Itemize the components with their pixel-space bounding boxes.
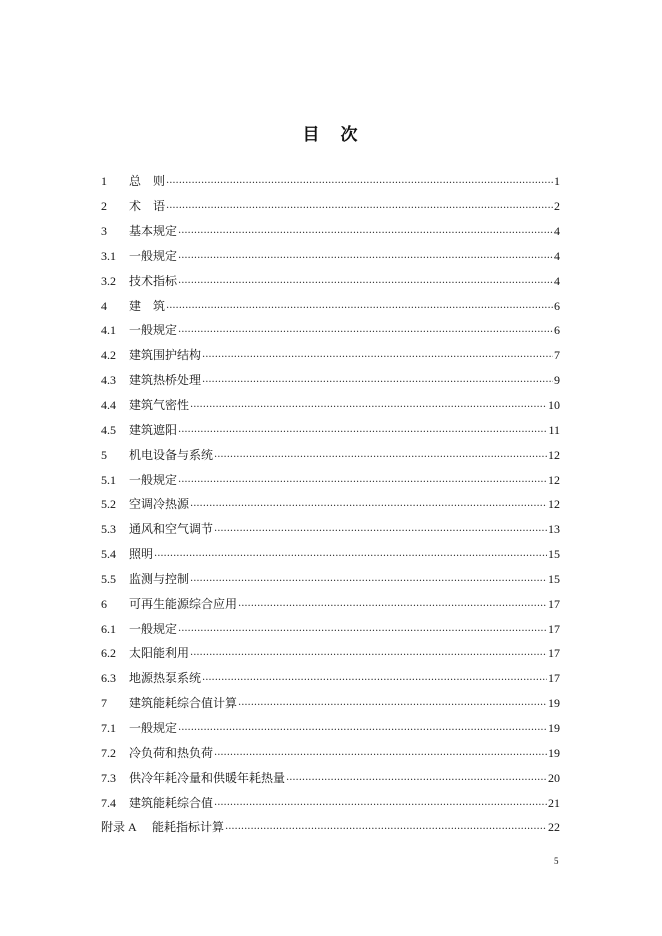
toc-entry[interactable] — [101, 567, 560, 592]
toc-leader-dots — [178, 323, 553, 337]
toc-entry-number: 3 — [101, 224, 107, 239]
toc-entry-page: 6 — [554, 298, 560, 313]
toc-entry-label: 建筑能耗综合值 — [129, 795, 214, 810]
toc-entry-label: 技术指标 — [129, 273, 178, 288]
toc-entry-label: 空调冷热源 — [129, 497, 190, 512]
toc-entry-number: 5 — [101, 447, 107, 462]
toc-entry[interactable] — [101, 616, 560, 641]
toc-entry-page: 19 — [548, 745, 560, 760]
toc-entry[interactable] — [101, 467, 560, 492]
toc-entry-label: 可再生能源综合应用 — [129, 596, 238, 611]
toc-entry-page: 17 — [548, 671, 560, 686]
toc-leader-dots — [238, 696, 547, 710]
toc-entry[interactable] — [101, 641, 560, 666]
toc-entry[interactable] — [101, 716, 560, 741]
toc-entry[interactable] — [101, 591, 560, 616]
toc-entry-label: 一般规定 — [129, 720, 178, 735]
toc-entry[interactable] — [101, 318, 560, 343]
toc-leader-dots — [178, 224, 553, 238]
toc-leader-dots — [202, 671, 547, 685]
toc-entry-label: 一般规定 — [129, 621, 178, 636]
toc-entry-label: 总 则 — [129, 174, 166, 189]
toc-entry-number: 4.3 — [101, 373, 116, 388]
toc-entry-number: 4.2 — [101, 348, 116, 363]
toc-entry[interactable] — [101, 790, 560, 815]
toc-entry-label: 建筑遮阳 — [129, 422, 178, 437]
toc-entry[interactable] — [101, 691, 560, 716]
toc-entry-label: 太阳能利用 — [129, 646, 190, 661]
toc-entry-number: 6.1 — [101, 621, 116, 636]
toc-entry-page: 10 — [548, 398, 560, 413]
toc-entry-number: 4.5 — [101, 422, 116, 437]
toc-entry-page: 1 — [554, 174, 560, 189]
toc-entry[interactable] — [101, 666, 560, 691]
toc-leader-dots — [190, 398, 547, 412]
toc-entry-number: 7.1 — [101, 720, 116, 735]
toc-entry-label: 一般规定 — [129, 472, 178, 487]
toc-entry-page: 4 — [554, 224, 560, 239]
toc-entry-number: 5.1 — [101, 472, 116, 487]
toc-entry-page: 22 — [548, 820, 560, 835]
toc-entry-number: 5.4 — [101, 547, 116, 562]
toc-entry-page: 15 — [548, 547, 560, 562]
toc-entry[interactable] — [101, 169, 560, 194]
toc-entry-page: 12 — [548, 447, 560, 462]
toc-leader-dots — [214, 746, 547, 760]
toc-entry-number: 3.1 — [101, 248, 116, 263]
toc-leader-dots — [190, 572, 547, 586]
toc-entry-label: 建筑气密性 — [129, 398, 190, 413]
toc-entry-label: 建筑能耗综合值计算 — [129, 696, 238, 711]
toc-leader-dots — [178, 423, 547, 437]
toc-entry[interactable] — [101, 740, 560, 765]
toc-entry[interactable] — [101, 368, 560, 393]
toc-entry[interactable] — [101, 442, 560, 467]
toc-entry-label: 一般规定 — [129, 323, 178, 338]
page-number: 5 — [554, 856, 559, 866]
toc-entry[interactable] — [101, 268, 560, 293]
toc-entry-label: 建筑围护结构 — [129, 348, 202, 363]
toc-entry-label: 机电设备与系统 — [129, 447, 214, 462]
toc-entry-label: 建 筑 — [129, 298, 166, 313]
toc-entry-page: 4 — [554, 248, 560, 263]
toc-entry-label: 基本规定 — [129, 224, 178, 239]
toc-entry[interactable] — [101, 393, 560, 418]
toc-entry-number: 4.4 — [101, 398, 116, 413]
toc-entry[interactable] — [101, 194, 560, 219]
toc-entry-number: 7.3 — [101, 770, 116, 785]
toc-entry-number: 7.2 — [101, 745, 116, 760]
toc-entry-page: 2 — [554, 199, 560, 214]
toc-entry-label: 能耗指标计算 — [152, 820, 225, 835]
toc-leader-dots — [166, 174, 553, 188]
toc-leader-dots — [214, 522, 547, 536]
toc-entry-page: 17 — [548, 621, 560, 636]
toc-entry[interactable] — [101, 417, 560, 442]
toc-entry-label: 地源热泵系统 — [129, 671, 202, 686]
toc-leader-dots — [154, 547, 547, 561]
toc-entry-page: 4 — [554, 273, 560, 288]
toc-entry-number: 6.3 — [101, 671, 116, 686]
toc-entry[interactable] — [101, 293, 560, 318]
toc-leader-dots — [178, 249, 553, 263]
toc-entry-page: 20 — [548, 770, 560, 785]
toc-entry-label: 监测与控制 — [129, 571, 190, 586]
toc-entry-label: 供冷年耗冷量和供暖年耗热量 — [129, 770, 286, 785]
toc-entry-number: 7 — [101, 696, 107, 711]
toc-entry-number: 附录 A — [101, 820, 137, 835]
toc-entry-number: 6 — [101, 596, 107, 611]
toc-entry-page: 7 — [554, 348, 560, 363]
toc-entry-page: 6 — [554, 323, 560, 338]
toc-entry-page: 11 — [548, 422, 560, 437]
toc-leader-dots — [178, 622, 547, 636]
toc-entry-label: 建筑热桥处理 — [129, 373, 202, 388]
toc-entry[interactable] — [101, 815, 560, 840]
toc-leader-dots — [178, 721, 547, 735]
toc-entry-label: 通风和空气调节 — [129, 522, 214, 537]
toc-leader-dots — [178, 274, 553, 288]
toc-entry-page: 17 — [548, 646, 560, 661]
toc-leader-dots — [178, 473, 547, 487]
toc-entry-number: 5.5 — [101, 571, 116, 586]
toc-entry-label: 照明 — [129, 547, 154, 562]
toc-entry-number: 6.2 — [101, 646, 116, 661]
toc-entry-page: 13 — [548, 522, 560, 537]
toc-leader-dots — [202, 373, 553, 387]
toc-leader-dots — [214, 448, 547, 462]
toc-entry-number: 4 — [101, 298, 107, 313]
toc-entry-page: 12 — [548, 472, 560, 487]
page-title: 目 次 — [302, 125, 360, 145]
toc-entry-page: 19 — [548, 720, 560, 735]
toc-entry-page: 12 — [548, 497, 560, 512]
toc-entry[interactable] — [101, 492, 560, 517]
toc-entry-page: 15 — [548, 571, 560, 586]
toc-leader-dots — [190, 497, 547, 511]
toc-entry[interactable] — [101, 765, 560, 790]
toc-entry-label: 一般规定 — [129, 248, 178, 263]
toc-leader-dots — [202, 348, 553, 362]
toc-entry-number: 1 — [101, 174, 107, 189]
table-of-contents — [101, 169, 560, 840]
toc-entry-page: 21 — [548, 795, 560, 810]
toc-leader-dots — [166, 199, 553, 213]
toc-entry[interactable] — [101, 343, 560, 368]
toc-leader-dots — [286, 771, 547, 785]
toc-entry-label: 冷负荷和热负荷 — [129, 745, 214, 760]
toc-entry[interactable] — [101, 517, 560, 542]
toc-leader-dots — [166, 299, 553, 313]
toc-leader-dots — [190, 646, 547, 660]
toc-entry-number: 3.2 — [101, 273, 116, 288]
toc-leader-dots — [238, 597, 547, 611]
toc-entry-page: 19 — [548, 696, 560, 711]
toc-entry-number: 7.4 — [101, 795, 116, 810]
toc-entry-page: 17 — [548, 596, 560, 611]
toc-entry-label: 术 语 — [129, 199, 166, 214]
toc-entry-number: 4.1 — [101, 323, 116, 338]
toc-entry[interactable] — [101, 219, 560, 244]
toc-leader-dots — [225, 820, 547, 834]
toc-entry[interactable] — [101, 244, 560, 269]
toc-leader-dots — [214, 796, 547, 810]
toc-entry-number: 5.2 — [101, 497, 116, 512]
toc-entry-number: 5.3 — [101, 522, 116, 537]
toc-entry[interactable] — [101, 542, 560, 567]
toc-entry-page: 9 — [554, 373, 560, 388]
toc-entry-number: 2 — [101, 199, 107, 214]
